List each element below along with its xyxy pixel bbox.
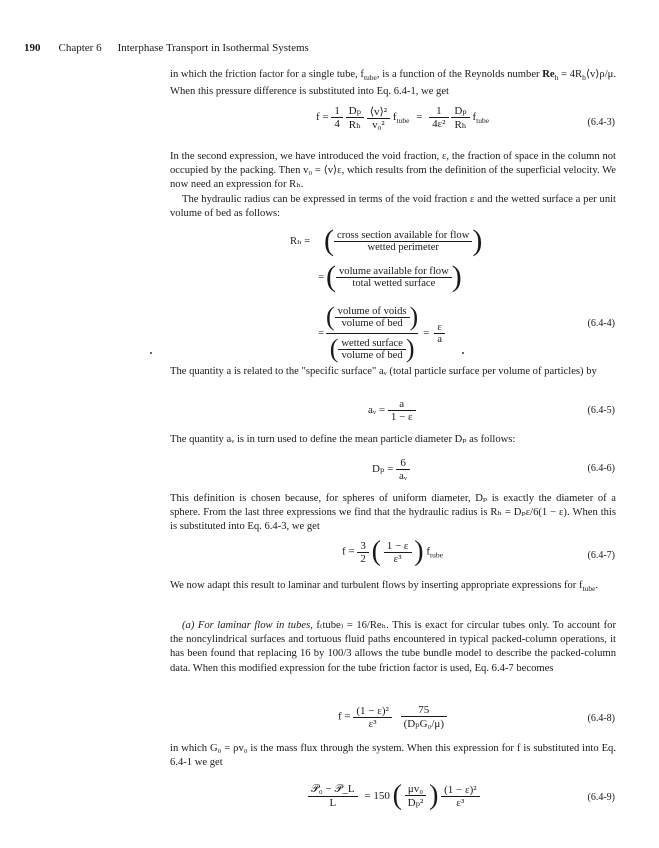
equation-6-4-8: [338, 704, 447, 730]
p1-text-a: in which the friction factor for a single tube, f: [170, 69, 364, 80]
eq9-equals: = 150: [364, 789, 390, 802]
eq3-coef2: $\frac{1}{\text{4ε²}}$: [429, 105, 448, 130]
eq3-frac1: $\frac{\text{Dₚ}}{\text{Rₕ}}$: [346, 104, 364, 131]
p8-text: f₍tube₎ = 16/Reₕ. This is exact for circular tubes only. To account for the noncylindrical surfaces and tortuous fluid paths encountered in typical packed-column operations, it has been found that replacing 16 by 100/3 allows the tube bundle model to describe the packed-column data. When this modified expression for the tube friction factor is used, Eq. 6.4-7 becomes: [170, 620, 616, 674]
p1-reynolds: Re: [542, 69, 555, 80]
eq-number-6-4-8: (6.4-8): [587, 713, 615, 724]
equation-6-4-3: f = $\frac{1}{4}$ $\frac{\text{Dₚ}}{\text{Rₕ}}$ $\frac{\text{⟨v⟩²}}{\text{v₀²}}$ $f_{tube}$ = $\frac{1}{\text{4ε²}}$ $\frac{\text{Dₚ}}{\text{Rₕ}}$ $f_{tube}$: [316, 105, 490, 131]
equation-6-4-7: f = $\frac{3}{2}$ ( $\frac{1 - \varepsilon}{\text{ε³}}$ ) $f_{tube}$: [342, 536, 443, 567]
eq4-ratio3: ( $\frac{\text{volume of voids}}{\text{volume of bed}}$ ) ( $\frac{\text{wetted surface}}{\text{volume of bed}}$ ): [326, 302, 419, 363]
eq9-frac1: $\frac{\text{μv₀}}{\text{Dₚ²}}$: [405, 783, 427, 809]
paragraph-1: [170, 68, 616, 100]
p8-label: (a) For laminar flow in tubes,: [182, 620, 317, 631]
eq3-ftube2: f: [472, 111, 477, 124]
paragraph-7: [170, 579, 616, 596]
stray-dot-left: [150, 352, 152, 354]
eq9-frac2: $\frac{\text{(1 − ε)²}}{\text{ε³}}$: [441, 784, 479, 809]
eq3-frac2: $\frac{\text{⟨v⟩²}}{\text{v₀²}}$: [367, 105, 390, 131]
eq-number-6-4-7: (6.4-7): [587, 550, 615, 561]
eq7-ftube: f: [426, 545, 431, 558]
eq-number-6-4-6: (6.4-6): [587, 463, 615, 474]
paragraph-5: The quantity aᵥ is in turn used to define the mean particle diameter Dₚ as follows:: [170, 434, 516, 445]
paragraph-6: This definition is chosen because, for spheres of uniform diameter, Dₚ is exactly the diameter of a sphere. From the last three expressions we find that the hydraulic radius is Rₕ = Dₚε/6(1 − ε). When this is substituted into Eq. 6.4-3, we get: [170, 493, 616, 533]
eq-number-6-4-4: (6.4-4): [587, 318, 615, 329]
equation-6-4-6: [372, 457, 410, 482]
eq4-eq3: =: [318, 327, 324, 339]
p7-sub: tube: [582, 584, 596, 594]
eq5-lhs: aᵥ =: [368, 404, 386, 417]
eq7-lhs: f =: [342, 545, 355, 558]
paragraph-4: The quantity a is related to the "specific surface" aᵥ (total particle surface per volume of particles) by: [170, 366, 597, 377]
p7-end: .: [595, 580, 599, 591]
p1-text-h: ⟨v⟩ρ/μ. When this pressure difference is substituted into Eq. 6.4-1, we get: [170, 69, 616, 98]
p1-text-c: , is a function of the Reynolds number: [376, 69, 540, 80]
eq4-eq4: =: [423, 327, 430, 339]
eq4-lhs: Rₕ =: [290, 236, 311, 247]
paragraph-8: [170, 619, 616, 676]
eq6-lhs: Dₚ =: [372, 463, 394, 476]
eq4-ratio1: $\frac{\text{cross section available for flow}}{\text{wetted perimeter}}$: [334, 230, 472, 253]
paragraph-3: The hydraulic radius can be expressed in terms of the void fraction ε and the wetted surface a per unit volume of bed as follows:: [170, 194, 616, 220]
eq5-frac: $\frac{a}{1 - \varepsilon}$: [388, 398, 416, 423]
eq3-lhs: f =: [316, 111, 329, 124]
eq8-frac1: $\frac{\text{(1 − ε)²}}{\text{ε³}}$: [353, 705, 391, 730]
chapter-label: Chapter 6: [58, 42, 102, 54]
eq7-coef: $\frac{3}{2}$: [357, 540, 369, 565]
eq9-lhs-frac: $\frac{\text{𝒫₀ − 𝒫\_L}}{L}$: [308, 783, 358, 809]
paragraph-2: In the second expression, we have introduced the void fraction, ε, the fraction of space in the column not occupied by the packing. Then v₀ = ⟨v⟩ε, which results from the definition of the superficial velocity. We now need an expression for Rₕ.: [170, 151, 616, 191]
eq3-equals: =: [416, 111, 423, 124]
equation-6-4-9: $\frac{\text{𝒫₀ − 𝒫\_L}}{L}$ = 150 ( $\frac{\text{μv₀}}{\text{Dₚ²}}$ ) $\frac{\text{(1 − ε)²}}{\text{ε³}}$: [308, 780, 480, 812]
p7-text: We now adapt this result to laminar and turbulent flows by inserting appropriate expressions for f: [170, 580, 583, 591]
p1-sub-h: h: [554, 73, 559, 83]
eq4-eq2: =: [318, 271, 324, 283]
eq-number-6-4-5: (6.4-5): [587, 405, 615, 416]
eq-number-6-4-9: (6.4-9): [587, 792, 615, 803]
eq3-coef1: $\frac{1}{4}$: [331, 105, 343, 130]
eq8-lhs: f =: [338, 710, 351, 723]
eq6-frac: $\frac{6}{\text{aᵥ}}$: [396, 457, 410, 482]
p1-sub-h2: h: [582, 73, 586, 83]
paragraph-9: in which G₀ = ρv₀ is the mass flux through the system. When this expression for f is substituted into Eq. 6.4-1 we get: [170, 743, 616, 769]
eq7-frac: $\frac{1 - \varepsilon}{\text{ε³}}$: [384, 540, 412, 565]
p1-sub-tube: tube: [363, 73, 377, 83]
p1-text-f: = 4R: [558, 69, 583, 80]
stray-dot-right: [462, 352, 464, 354]
chapter-title: Interphase Transport in Isothermal Systems: [117, 42, 309, 54]
eq3-ftube: f: [392, 111, 397, 124]
eq8-frac2: $\frac{75}{\text{(DₚG₀/μ)}}$: [401, 704, 447, 730]
eq-number-6-4-3: (6.4-3): [587, 117, 615, 128]
eq4-ratio4: $\frac{\varepsilon}{a}$: [434, 322, 445, 345]
eq4-ratio2: $\frac{\text{volume available for flow}}{\text{total wetted surface}}$: [336, 266, 452, 289]
equation-6-4-4: Rₕ = ( $\frac{\text{cross section available for flow}}{\text{wetted perimeter}}$ ) = ( $\frac{\text{volume available for flow}}{\text{total wetted surface}}$ ) = ( $\frac{\text{volume of voids}}{\text{volume of bed}}$ ) ( $\frac{\text{wetted surface}}{\text{volume of bed}}$ ) = $\frac{\varepsilon}{a}$: [290, 224, 483, 363]
equation-6-4-5: [368, 398, 416, 423]
page-number: 190: [24, 42, 41, 54]
eq3-frac3: $\frac{\text{Dₚ}}{\text{Rₕ}}$: [451, 104, 469, 131]
running-header: [24, 38, 624, 56]
